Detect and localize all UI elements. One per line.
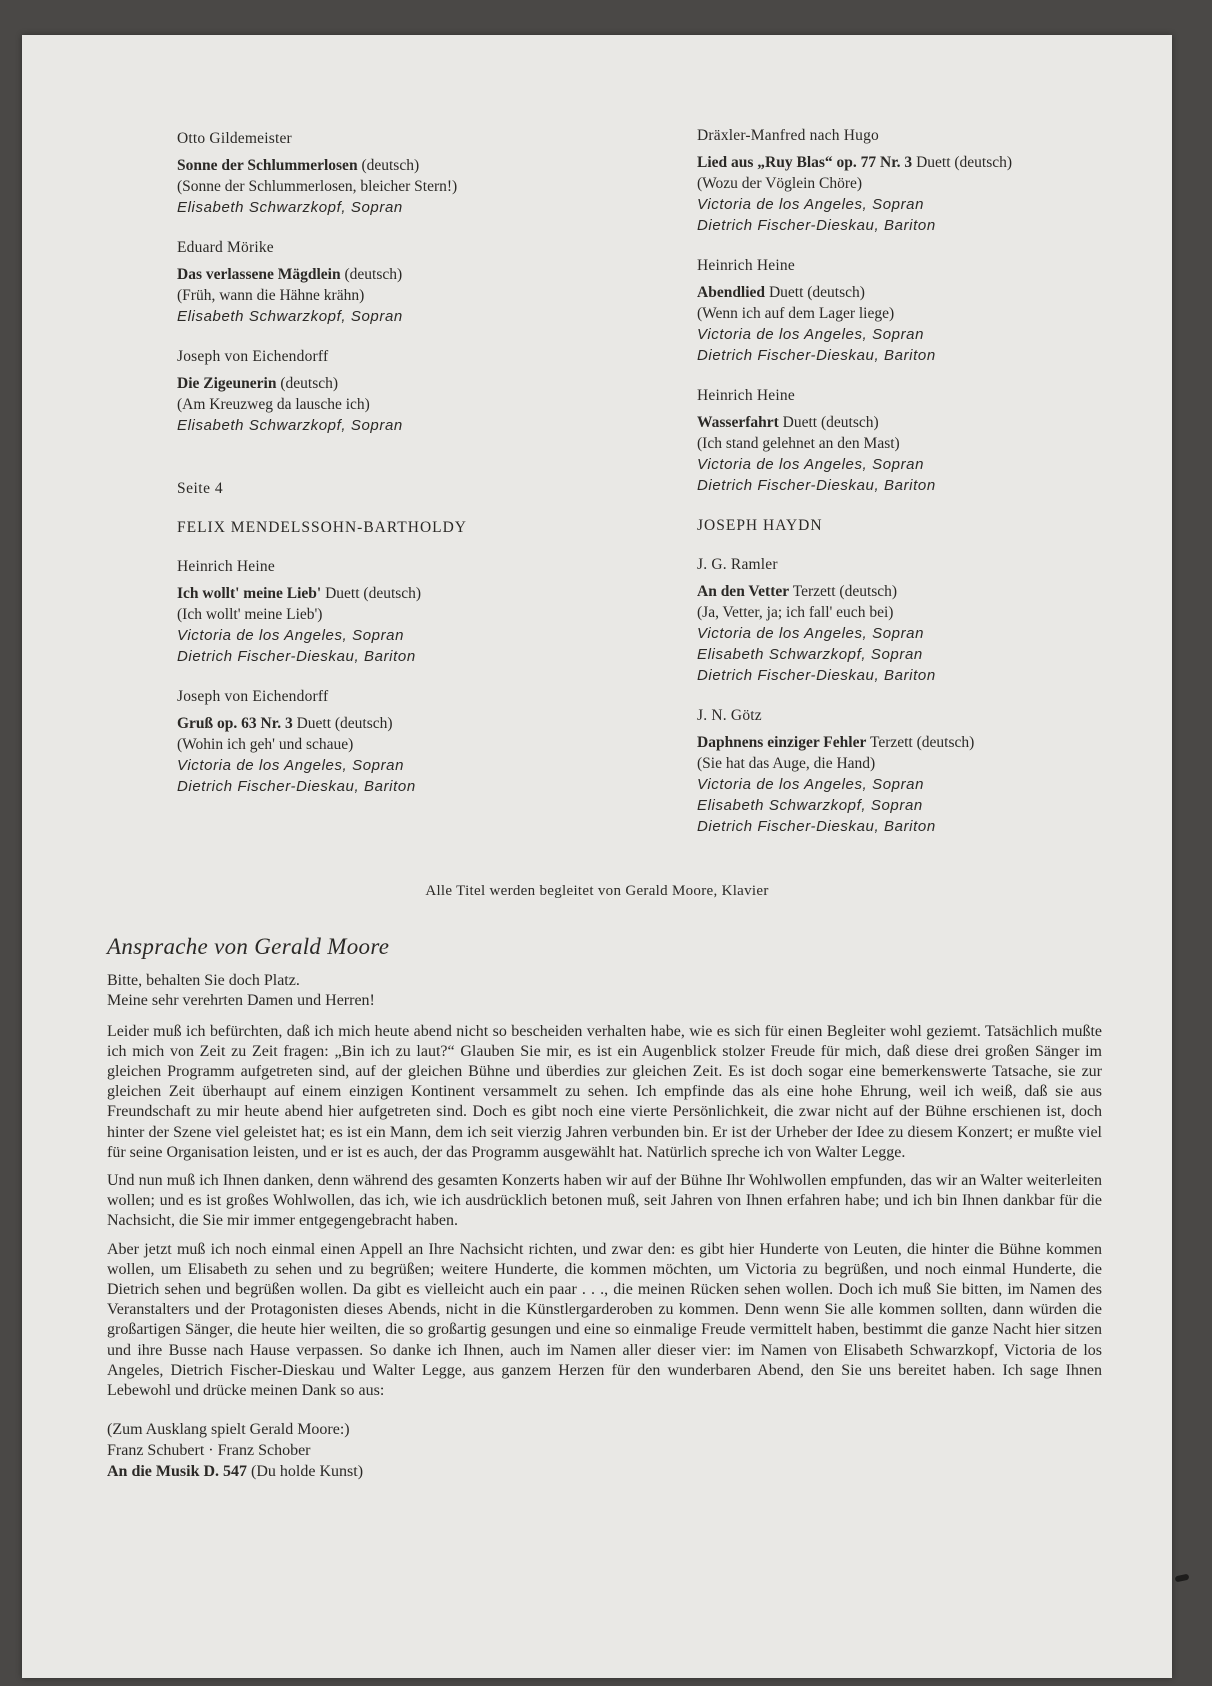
song-entry <box>697 255 1157 366</box>
song-title-line <box>697 581 1157 602</box>
song-title-line <box>177 583 647 604</box>
coda-title-line <box>107 1461 1102 1482</box>
poet-name: J. G. Ramler <box>697 556 778 573</box>
song-title-line <box>697 152 1157 173</box>
coda-title: An die Musik D. 547 <box>107 1463 248 1481</box>
accompaniment-note: Alle Titel werden begleitet von Gerald Moore, Klavier <box>425 883 769 899</box>
performer-credit: Dietrich Fischer-Dieskau, Bariton <box>697 667 936 684</box>
coda-intro: (Zum Ausklang spielt Gerald Moore:) <box>107 1421 350 1439</box>
song-title-line <box>177 373 647 394</box>
song-title: Gruß op. 63 Nr. 3 <box>177 715 293 732</box>
performer-credit: Dietrich Fischer-Dieskau, Bariton <box>177 648 416 665</box>
poet-name: Eduard Mörike <box>177 239 274 256</box>
composer-heading: FELIX MENDELSSOHN-BARTHOLDY <box>177 519 467 536</box>
song-title: Sonne der Schlummerlosen <box>177 157 358 174</box>
performer-credit: Elisabeth Schwarzkopf, Sopran <box>177 417 403 434</box>
song-list-left-b <box>177 556 647 797</box>
performer-credit: Victoria de los Angeles, Sopran <box>177 627 405 644</box>
program-left-column <box>177 128 647 816</box>
performer-credit: Dietrich Fischer-Dieskau, Bariton <box>697 477 936 494</box>
song-note: Terzett (deutsch) <box>789 583 898 600</box>
coda-authors: Franz Schubert · Franz Schober <box>107 1442 311 1460</box>
poet-name: Joseph von Eichendorff <box>177 688 329 705</box>
performer-credit: Elisabeth Schwarzkopf, Sopran <box>177 308 403 325</box>
speech-paragraph: Und nun muß ich Ihnen danken, denn während des gesamten Konzerts haben wir auf der Bühne Ihr Wohlwollen empfunden, das wir an Walter weiterleiten wollen; und es ist großes Wohlwollen, das ich, wie ich ausdrücklich betonen muß, seit Jahren von Ihnen erfahren habe; und ich bin Ihnen dankbar für die Nachsicht, die Sie mir immer entgegengebracht haben. <box>107 1172 1102 1230</box>
performer-credit: Dietrich Fischer-Dieskau, Bariton <box>697 818 936 835</box>
song-subtitle: (Früh, wann die Hähne krähn) <box>177 287 365 304</box>
song-entry <box>177 346 647 436</box>
song-entry <box>177 686 647 797</box>
song-entry <box>177 128 647 218</box>
song-note: (deutsch) <box>357 157 420 174</box>
song-title-line <box>177 713 647 734</box>
song-list-right-b <box>697 554 1157 837</box>
performer-credit: Elisabeth Schwarzkopf, Sopran <box>697 646 923 663</box>
song-note: (deutsch) <box>340 266 403 283</box>
song-title: Wasserfahrt <box>697 414 779 431</box>
song-note: Terzett (deutsch) <box>866 734 975 751</box>
speech-greeting <box>107 971 1102 1011</box>
song-title: An den Vetter <box>697 583 790 600</box>
coda-subtitle: (Du holde Kunst) <box>247 1463 364 1481</box>
program-right-column <box>697 125 1157 856</box>
performer-credit: Victoria de los Angeles, Sopran <box>697 196 925 213</box>
song-entry <box>177 556 647 667</box>
page-sheet <box>22 35 1172 1678</box>
paper-tear-mark <box>1175 1574 1190 1583</box>
song-subtitle: (Ja, Vetter, ja; ich fall' euch bei) <box>697 604 894 621</box>
song-subtitle: (Am Kreuzweg da lausche ich) <box>177 396 370 413</box>
song-entry <box>697 705 1157 837</box>
song-note: Duett (deutsch) <box>321 585 422 602</box>
performer-credit: Victoria de los Angeles, Sopran <box>697 326 925 343</box>
greeting-line: Meine sehr verehrten Damen und Herren! <box>107 992 375 1010</box>
song-subtitle: (Ich stand gelehnet an den Mast) <box>697 435 900 452</box>
coda <box>107 1419 1102 1482</box>
composer-heading: JOSEPH HAYDN <box>697 517 823 534</box>
performer-credit: Victoria de los Angeles, Sopran <box>177 757 405 774</box>
poet-name: Joseph von Eichendorff <box>177 348 329 365</box>
song-list-right-a <box>697 125 1157 496</box>
speech-section <box>107 934 1102 1482</box>
performer-credit: Victoria de los Angeles, Sopran <box>697 625 925 642</box>
song-title: Abendlied <box>697 284 766 301</box>
song-title-line <box>177 264 647 285</box>
greeting-line: Bitte, behalten Sie doch Platz. <box>107 972 300 990</box>
poet-name: Heinrich Heine <box>697 257 795 274</box>
song-note: Duett (deutsch) <box>292 715 393 732</box>
speech-heading: Ansprache von Gerald Moore <box>107 934 390 959</box>
poet-name: J. N. Götz <box>697 707 762 724</box>
song-title: Daphnens einziger Fehler <box>697 734 867 751</box>
song-entry <box>177 237 647 327</box>
poet-name: Heinrich Heine <box>177 558 275 575</box>
performer-credit: Victoria de los Angeles, Sopran <box>697 456 925 473</box>
song-note: Duett (deutsch) <box>765 284 865 301</box>
song-title-line <box>177 155 647 176</box>
side-label: Seite 4 <box>177 480 224 497</box>
song-entry <box>697 554 1157 686</box>
song-subtitle: (Wohin ich geh' und schaue) <box>177 736 354 753</box>
song-note: Duett (deutsch) <box>778 414 879 431</box>
poet-name: Otto Gildemeister <box>177 130 292 147</box>
performer-credit: Elisabeth Schwarzkopf, Sopran <box>697 797 923 814</box>
song-subtitle: (Ich wollt' meine Lieb') <box>177 606 323 623</box>
performer-credit: Dietrich Fischer-Dieskau, Bariton <box>697 347 936 364</box>
performer-credit: Dietrich Fischer-Dieskau, Bariton <box>177 778 416 795</box>
speech-paragraph: Leider muß ich befürchten, daß ich mich heute abend nicht so bescheiden verhalten habe, wie es sich für einen Begleiter wohl geziemt. Tatsächlich mußte ich mich von Zeit zu Zeit fragen: „Bin ich zu laut?“ Glauben Sie mir, es ist ein Augenblick stolzer Freude für mich, daß diese drei großen Sänger im gleichen Programm aufgetreten sind, auf der gleichen Bühne und überdies zur gleichen Zeit. Es ist doch sogar eine bemerkenswerte Tatsache, sie zur gleichen Zeit überhaupt auf einem einzigen Kontinent versammelt zu sehen. Ich empfinde das als eine hohe Ehrung, weil ich weiß, daß sie aus Freundschaft zu mir heute abend hier aufgetreten sind. Doch es gibt noch eine vierte Persönlichkeit, die zwar nicht auf der Bühne erschienen ist, doch hinter der Szene viel geleistet hat; es ist ein Mann, dem ich seit vierzig Jahren verbunden bin. Er ist der Urheber der Idee zu diesem Konzert; er mußte viel für seine Organisation leisten, und er ist es auch, der das Programm ausgewählt hat. Natürlich spreche ich von Walter Legge. <box>107 1022 1102 1161</box>
performer-credit: Victoria de los Angeles, Sopran <box>697 776 925 793</box>
performer-credit: Dietrich Fischer-Dieskau, Bariton <box>697 217 936 234</box>
poet-name: Dräxler-Manfred nach Hugo <box>697 127 880 144</box>
song-subtitle: (Wozu der Vöglein Chöre) <box>697 175 863 192</box>
song-title-line <box>697 282 1157 303</box>
song-title-line <box>697 412 1157 433</box>
speech-paragraph: Aber jetzt muß ich noch einmal einen Appell an Ihre Nachsicht richten, und zwar den: es gibt hier Hunderte von Leuten, die hinter die Bühne kommen wollen, um Elisabeth zu sehen und zu begrüßen; weitere Hunderte, die kommen möchten, um Victoria zu begrüßen, und noch einmal Hunderte, die Dietrich sehen und begrüßen wollen. Da gibt es vielleicht auch ein paar . . ., die meinen Rücken sehen wollen. Doch ich muß Sie bitten, im Namen des Veranstalters und der Protagonisten dieses Abends, nicht in die Künstlergarderoben zu kommen. Denn wenn Sie alle kommen sollten, dann würden die großartigen Sänger, die heute hier weilten, die so großartig gesungen und eine so einmalige Freude vermittelt haben, bestimmt die ganze Nacht hier sitzen und ihre Busse nach Hause verpassen. So danke ich Ihnen, auch im Namen aller dieser vier: im Namen von Elisabeth Schwarzkopf, Victoria de los Angeles, Dietrich Fischer-Dieskau und Walter Legge, aus ganzem Herzen für den wunderbaren Abend, den Sie uns bereitet haben. Ich sage Ihnen Lebewohl und drücke meinen Dank so aus: <box>107 1240 1102 1400</box>
song-subtitle: (Wenn ich auf dem Lager liege) <box>697 305 895 322</box>
song-entry <box>697 385 1157 496</box>
song-title: Das verlassene Mägdlein <box>177 266 341 283</box>
song-title: Ich wollt' meine Lieb' <box>177 585 322 602</box>
song-entry <box>697 125 1157 236</box>
song-title: Lied aus „Ruy Blas“ op. 77 Nr. 3 <box>697 154 913 171</box>
song-list-left-a <box>177 128 647 436</box>
song-note: Duett (deutsch) <box>912 154 1013 171</box>
song-subtitle: (Sie hat das Auge, die Hand) <box>697 755 876 772</box>
song-note: (deutsch) <box>276 375 339 392</box>
performer-credit: Elisabeth Schwarzkopf, Sopran <box>177 199 403 216</box>
song-subtitle: (Sonne der Schlummerlosen, bleicher Stern!) <box>177 178 458 195</box>
song-title-line <box>697 732 1157 753</box>
song-title: Die Zigeunerin <box>177 375 277 392</box>
poet-name: Heinrich Heine <box>697 387 795 404</box>
